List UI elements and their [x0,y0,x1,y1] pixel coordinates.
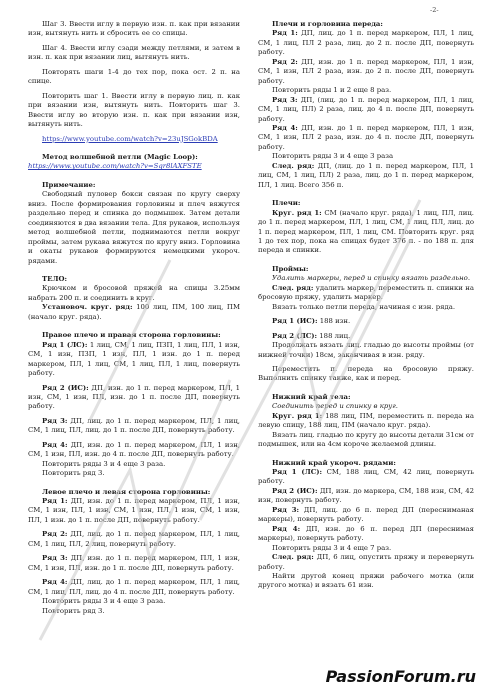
sr-row-2 [258,487,474,506]
lb-round-1-text: 188 лиц, ПМ, переместить п. переда на левую спицу, 188 лиц, ПМ (начало круг. ряда). [258,411,474,430]
video-link-1[interactable]: https://www.youtube.com/watch?v=23uJSGokBDA [42,134,218,143]
body-title: ТЕЛО: [42,274,68,283]
sr-row-1-label: Ряд 1 (ЛС): [272,468,323,477]
setup-round [28,303,240,322]
lb-round-1 [258,412,474,431]
sr-row-2-label: Ряд 2 (ИС): [272,486,318,495]
rs-row-1-label: Ряд 1 (ЛС): [42,340,88,349]
ar-row-1-label: Ряд 1 (ИС): [272,317,318,326]
ls-row-2-text: ДП, лиц. до 1 п. перед маркером, ПЛ, 1 лиц, СМ, 1 лиц, ПЛ, 2 лиц, повернуть работу. [28,530,240,548]
rs-row-3 [28,417,240,436]
f-row-3-text: ДП, (лиц. до 1 п. перед маркером, ПЛ, 1 лиц, СМ, 1 лиц, ПЛ) 2 раза, лиц. до 4 п. после ДП, повернуть работу. [258,95,474,123]
note-text: Свободный пуловер бокси связан по кругу сверху вниз. После формирования горловины и плеч вяжутся раздельно перед и спинка до подмышек. Затем детали соединяются в два вязании тела. Для рукавов, используя метод волшебной петли, поднимаются петли вокруг проймы, затем рукава вяжутся по кругу вниз. Горловина и окаты рукавов формируются немецкими укороч. рядами. [28,190,240,265]
armholes-title: Проймы: [272,264,309,273]
ls-row-1 [28,497,240,525]
ls-row-4-text: ДП, лиц. до 1 п. перед маркером, ПЛ, 1 лиц, СМ, 1 лиц, ПЛ, лиц. до 4 п. после ДП, повернуть работу. [28,578,240,596]
f-next-row [258,162,474,190]
sr-row-1 [258,468,474,487]
sr-row-4 [258,525,474,544]
rs-row-3-text: ДП, лиц. до 1 п. перед маркером, ПЛ, 1 лиц, СМ, 1 лиц, ПЛ, лиц. до 1 п. после ДП, повернуть работу. [28,416,240,435]
f-row-1-text: ДП, лиц. до 1 п. перед маркером, ПЛ, 1 лиц, СМ, 1 лиц, ПЛ 2 раза, лиц. до 2 п. после ДП, повернуть работу. [258,29,474,57]
f-row-2-text: ДП, изн. до 1 п. перед маркером, ПЛ, 1 изн, СМ, 1 изн, ПЛ 2 раза, изн. до 2 п. после ДП, повернуть работу. [258,57,474,85]
rs-row-2 [28,384,240,412]
rs-row-4-label: Ряд 4: [42,440,68,449]
ls-row-2 [28,530,240,549]
ar-continue-text: Продолжать вязать лиц. гладью до высоты проймы (от нижней точки) 18см, заканчивая в изн. ряду. [258,341,474,359]
f-row-3 [258,96,474,124]
left-shoulder-title: Левое плечо и левая сторона горловины: [42,487,211,496]
left-column [28,20,240,616]
ls-row-3-text: ДП, изн. до 1 п. перед маркером, ПЛ, 1 изн, СМ, 1 изн, ПЛ, изн. до 1 п. после ДП, повернуть работу. [28,554,241,572]
ls-row-2-label: Ряд 2: [42,530,68,539]
step-4-text: Шаг 4. Ввести иглу сзади между петлями, и затем в изн. п. как при вязании лиц, вытянуть нить. [28,43,240,62]
sr-row-4-label: Ряд 4: [272,524,301,533]
ar-next-row [258,284,474,303]
setup-round-text: 100 лиц, ПМ, 100 лиц, ПМ (начало круг. ряда). [28,303,240,321]
f-row-4-label: Ряд 4: [272,123,298,132]
page-number: -2- [430,6,439,14]
sh-round-1-text: СМ (начало круг. ряда), 1 лиц, ПЛ, лиц. до 1 п. перед маркером, ПЛ, 1 лиц, СМ, 1 лиц, ПЛ, лиц. до 1 п. перед маркером, ПЛ, 1 лиц, СМ. Повторить круг. ряд 1 до тех пор, пока на спицах будет 376 п. - по 188 п. для переда и спинки. [258,208,474,255]
magic-loop-link[interactable]: https://www.youtube.com/watch?v=Sqr8lAXFSTE [28,162,202,171]
sr-row-4-text: ДП, изн. до 6 п. перед ДП (переснимая маркеры), повернуть работу. [258,524,474,543]
ar-move-text: Переместить п. переда на бросовую пряжу. Выполнить спинку также, как и перед. [258,364,474,383]
sr-row-3-text: ДП, лиц. до 6 п. перед ДП (пересниманая маркеры), повернуть работу. [258,505,474,524]
sr-next-row-label: След. ряд: [272,553,314,562]
f-repeat-34-text: Повторить ряды 3 и 4 еще 3 раза [272,152,394,161]
f-row-4-text: ДП, изн. до 1 п. перед маркером, ПЛ, 1 изн, СМ, 1 изн, ПЛ 2 раза, изн. до 4 п. после ДП, повернуть работу. [258,123,474,151]
rs-row-1-text: 1 лиц, СМ, 1 лиц, ПЗП, 1 лиц, ПЛ, 1 изн, СМ, 1 изн, ПЗП, 1 изн, ПЛ, 1 изн. до 1 п. перед маркером, ПЛ, 1 лиц, СМ, 1 лиц, ПЛ, 1 лиц, повернуть работу. [28,340,240,378]
sr-row-1-text: СМ, 188 лиц, СМ, 42 лиц, повернуть работу. [258,468,474,486]
f-next-row-text: ДП, (лиц. до 1 п. перед маркером, ПЛ, 1 лиц, СМ, 1 лиц, ПЛ) 2 раза, лиц. до 1 п. перед маркером, ПЛ, 1 лиц. Всего 356 п. [258,161,474,189]
ar-row-2-label: Ряд 2 (ЛС): [272,331,318,340]
ls-repeat-3-text: Повторить ряд 3. [42,606,105,615]
sr-next-row [258,553,474,572]
f-row-4 [258,124,474,152]
site-watermark: PassionForum.ru [323,667,479,686]
lb-round-1-label: Круг. ряд 1: [272,411,323,420]
f-row-2-label: Ряд 2: [272,57,298,66]
ar-next-row-label: След. ряд: [272,283,314,292]
f-row-3-label: Ряд 3: [272,95,298,104]
armholes-subtitle: Удалить маркеры, перед и спинку вязать раздельно. [272,274,471,283]
repeat-steps-text: Повторять шаги 1-4 до тех пор, пока ост. 2 п. на спице. [28,67,240,86]
f-row-1-label: Ряд 1: [272,29,298,38]
rs-row-4-text: ДП, изн. до 1 п. перед маркером, ПЛ, 1 изн, СМ, 1 изн, ПЛ, изн. до 4 п. после ДП, повернуть работу. [28,440,241,459]
ls-row-1-text: ДП, изн. до 1 п. перед маркером, ПЛ, 1 изн, СМ, 1 изн, ПЛ, 1 изн, СМ, 1 изн, ПЛ, 1 изн, СМ, 1 изн, ПЛ, 1 изн. до 1 п. после ДП, повернуть работу. [28,497,241,524]
f-next-row-label: След. ряд: [272,161,315,170]
ls-row-3-label: Ряд 3: [42,554,68,563]
ls-row-1-label: Ряд 1: [42,497,68,506]
setup-round-label: Установоч. круг. ряд: [42,303,133,312]
sh-round-1-label: Круг. ряд 1: [272,208,322,217]
rs-repeat-text: Повторить ряды 3 и 4 еще 3 раза. [42,459,166,468]
short-rows-title: Нижний край укороч. рядами: [272,458,396,467]
sr-repeat-text: Повторить ряды 3 и 4 еще 7 раз. [272,543,392,552]
sr-row-2-text: ДП, изн. до маркера, СМ, 188 изн, СМ, 42 изн, повернуть работу. [258,486,474,505]
ls-row-3 [28,554,240,573]
sr-final-text: Найти другой конец пряжи рабочего мотка (или другого мотка) и вязать 61 изн. [258,572,474,590]
ar-row-1-text: 188 изн. [317,317,351,326]
ls-row-4 [28,578,240,597]
ls-repeat-text: Повторить ряды 3 и 4 еще 3 раза. [42,597,166,606]
magic-loop-title: Метод волшебной петли (Magic Loop): [42,152,198,161]
note-title: Примечание: [42,180,96,189]
rs-row-1 [28,341,240,379]
body-cast-on-text: Крючком и бросовой пряжей на спицы 3.25мм набрать 200 п. и соединить в круг. [28,284,240,302]
rs-repeat-3-text: Повторить ряд 3. [42,469,105,478]
lb-continue-text: Вязать лиц. гладью по кругу до высоты детали 31см от подмышек, или на 4см короче желаемой длины. [258,430,474,449]
right-column [258,20,474,591]
step-3-text: Шаг 3. Ввести иглу в первую изн. п. как при вязании изн, вытянуть нить и сбросить ее со спицы. [28,20,240,38]
rs-row-2-label: Ряд 2 (ИС): [42,383,89,392]
f-row-1 [258,29,474,57]
ar-row-1 [258,317,474,326]
ar-row-2 [258,332,474,341]
sr-row-3-label: Ряд 3: [272,505,300,514]
ar-knit-text: Вязать только петли переда, начиная с изн. ряда. [272,302,456,311]
rs-row-4 [28,441,240,460]
right-shoulder-title: Правое плечо и правая сторона горловины: [42,331,221,340]
f-repeat-12-text: Повторить ряды 1 и 2 еще 8 раз. [272,86,392,95]
ls-row-4-label: Ряд 4: [42,578,68,587]
ar-row-2-text: 188 лиц. [317,331,351,340]
f-row-2 [258,58,474,86]
sr-next-row-text: ДП, 6 лиц, опустить пряжу и перевернуть работу. [258,553,474,571]
sr-row-3 [258,506,474,525]
lower-body-subtitle: Соединить перед и спинку в круг. [272,402,398,411]
front-shoulders-title: Плечи и горловина переда: [272,20,383,28]
rs-row-3-label: Ряд 3: [42,416,68,425]
repeat-step-1-text: Повторить шаг 1. Ввести иглу в первую лиц. п. как при вязании изн, вытянуть нить. Повторить шаг 3. Ввести иглу во вторую изн. п. как при вязании изн, вытянуть нить. [28,91,240,129]
sh-round-1 [258,209,474,256]
rs-row-2-text: ДП, изн. до 1 п. перед маркером, ПЛ, 1 изн, СМ, 1 изн, ПЛ, изн. до 1 п. после ДП, повернуть работу. [28,383,240,411]
lower-body-title: Нижний край тела: [272,392,351,401]
shoulders-title: Плечи: [272,199,301,208]
ar-next-row-text: удалить маркер, переместить п. спинки на бросовую пряжу, удалить маркер. [258,283,474,302]
